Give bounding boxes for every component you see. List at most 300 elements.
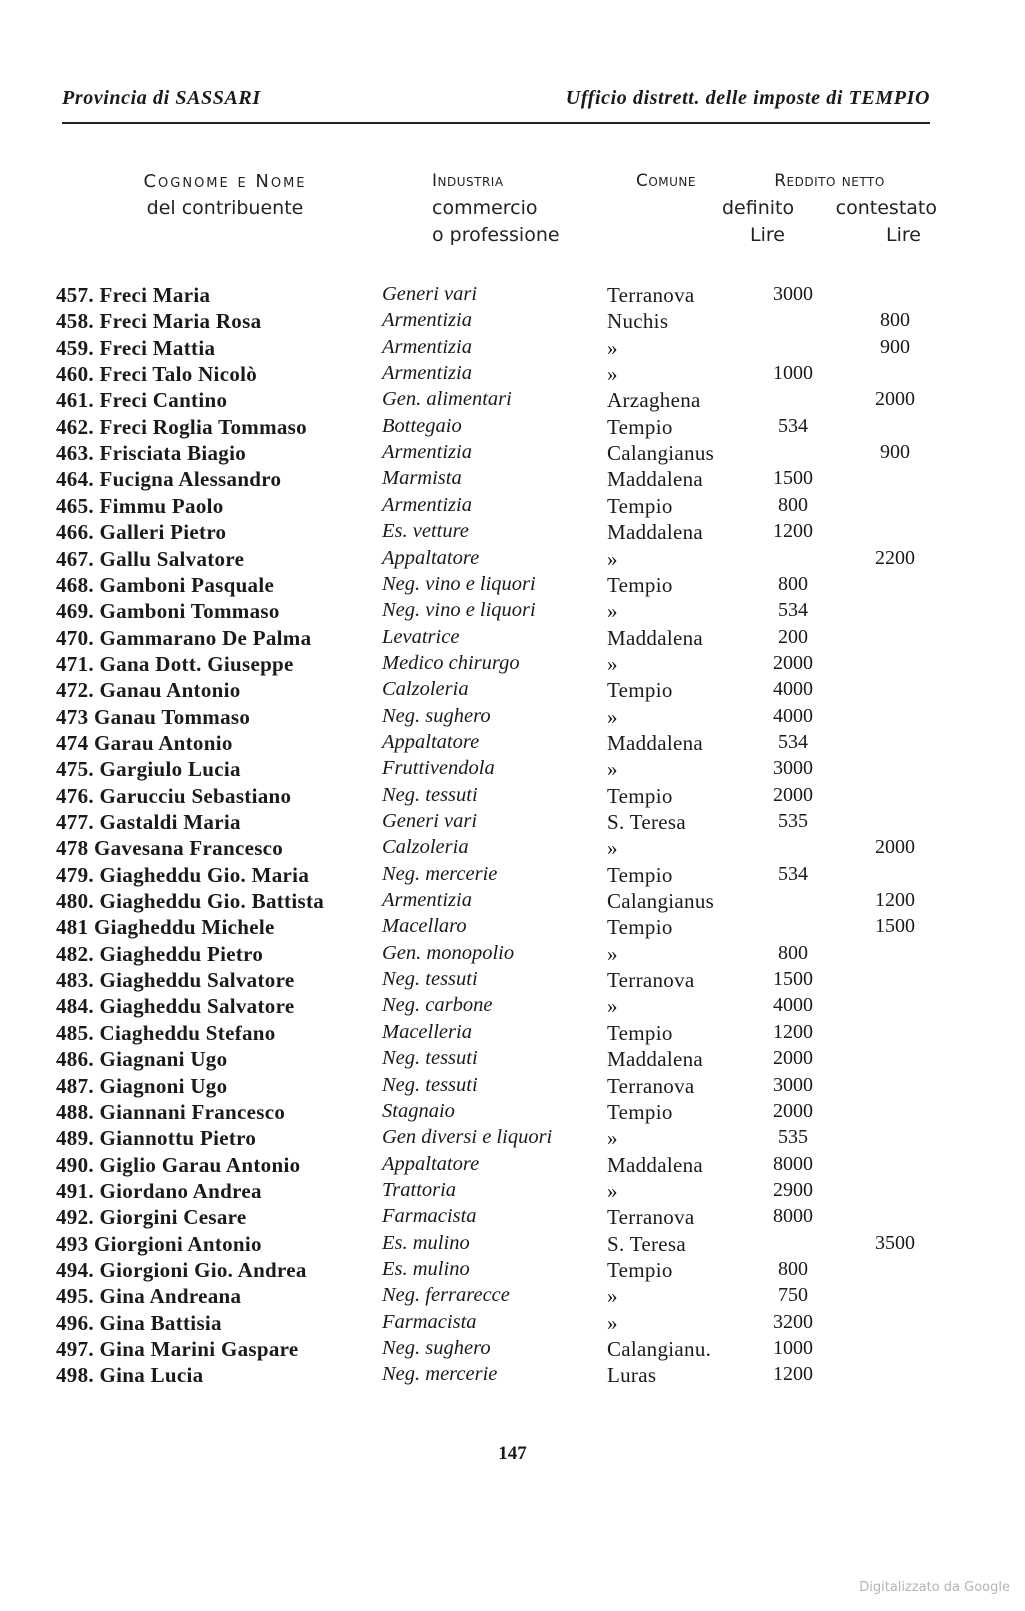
taxpayer-name xyxy=(56,757,241,782)
income-contested-cell: 900 xyxy=(880,335,910,358)
name-text: Gina Lucia xyxy=(99,1363,204,1388)
entry-number: 471. xyxy=(56,651,94,676)
taxpayer-name xyxy=(56,309,261,334)
income-defined-cell: 1200 xyxy=(773,1020,813,1043)
table-row xyxy=(0,1337,1025,1364)
comune-cell: Terranova xyxy=(607,1205,695,1230)
taxpayer-name xyxy=(56,863,309,888)
table-row xyxy=(0,757,1025,784)
entry-number: 463. xyxy=(56,441,94,466)
taxpayer-name xyxy=(56,889,324,914)
table-row xyxy=(0,626,1025,653)
taxpayer-name xyxy=(56,1074,227,1099)
taxpayer-name xyxy=(56,467,281,492)
table-row xyxy=(0,388,1025,415)
industry-cell: Marmista xyxy=(382,467,462,490)
entry-number: 492. xyxy=(56,1205,94,1230)
column-header-defined-unit: Lire xyxy=(750,224,785,246)
taxpayer-name xyxy=(56,1047,227,1072)
column-header-reddito-title: Reddito netto xyxy=(774,171,885,191)
entry-number: 496. xyxy=(56,1310,94,1335)
taxpayer-name xyxy=(56,388,227,413)
comune-cell: Luras xyxy=(607,1363,657,1388)
comune-cell: » xyxy=(607,1284,618,1309)
header-rule xyxy=(62,122,930,124)
income-defined-cell: 3000 xyxy=(773,1073,813,1096)
table-row xyxy=(0,652,1025,679)
taxpayer-name xyxy=(56,784,291,809)
industry-cell: Neg. tessuti xyxy=(382,1073,478,1096)
taxpayer-name xyxy=(56,441,246,466)
entry-number: 495. xyxy=(56,1284,94,1309)
taxpayer-name xyxy=(56,362,257,387)
industry-cell: Neg. mercerie xyxy=(382,862,498,885)
comune-cell: » xyxy=(607,1126,618,1151)
name-text: Giagnoni Ugo xyxy=(99,1073,228,1098)
entry-number: 489. xyxy=(56,1126,94,1151)
industry-cell: Bottegaio xyxy=(382,414,462,437)
name-text: Freci Maria Rosa xyxy=(99,309,262,334)
entry-number: 477. xyxy=(56,810,94,834)
comune-cell: Maddalena xyxy=(607,625,703,650)
comune-cell: Tempio xyxy=(607,915,673,940)
industry-cell: Neg. vino e liquori xyxy=(382,599,536,622)
name-text: Giagnani Ugo xyxy=(99,1047,228,1072)
taxpayer-name xyxy=(56,1363,203,1388)
name-text: Giglio Garau Antonio xyxy=(99,1152,301,1177)
table-row xyxy=(0,415,1025,442)
income-contested-cell: 800 xyxy=(880,309,910,332)
comune-cell: Arzaghena xyxy=(607,388,701,413)
table-row xyxy=(0,863,1025,890)
industry-cell: Calzoleria xyxy=(382,836,469,859)
column-header-contested: contestato xyxy=(835,197,937,219)
income-defined-cell: 2000 xyxy=(773,1047,813,1070)
taxpayer-name xyxy=(56,1021,276,1046)
income-defined-cell: 534 xyxy=(778,862,808,885)
taxpayer-name xyxy=(56,1284,241,1309)
column-header-contested-unit: Lire xyxy=(886,224,921,246)
industry-cell: Armentizia xyxy=(382,889,472,912)
name-text: Freci Mattia xyxy=(99,335,216,360)
comune-cell: Tempio xyxy=(607,862,673,887)
income-defined-cell: 1000 xyxy=(773,362,813,385)
income-defined-cell: 2000 xyxy=(773,651,813,674)
entry-number: 493 xyxy=(56,1231,89,1256)
comune-cell: » xyxy=(607,836,618,861)
name-text: Giagheddu Gio. Maria xyxy=(99,862,310,887)
comune-cell: » xyxy=(607,941,618,966)
income-defined-cell: 535 xyxy=(778,1126,808,1149)
taxpayer-name xyxy=(56,836,283,861)
comune-cell: Maddalena xyxy=(607,730,703,755)
name-text: Freci Cantino xyxy=(99,388,228,413)
industry-cell: Macelleria xyxy=(382,1020,472,1043)
industry-cell: Es. mulino xyxy=(382,1231,470,1254)
table-row xyxy=(0,1153,1025,1180)
column-header-name-line2: del contribuente xyxy=(146,197,304,219)
industry-cell: Armentizia xyxy=(382,335,472,358)
industry-cell: Appaltatore xyxy=(382,730,480,753)
comune-cell: S. Teresa xyxy=(607,1231,686,1256)
entry-number: 484. xyxy=(56,994,94,1019)
digitization-attribution: Digitalizzato da Google xyxy=(859,1580,1010,1595)
industry-cell: Neg. sughero xyxy=(382,704,491,727)
table-row xyxy=(0,1311,1025,1338)
comune-cell: Terranova xyxy=(607,1073,695,1098)
industry-cell: Neg. sughero xyxy=(382,1337,491,1359)
industry-cell: Neg. ferrarecce xyxy=(382,1284,510,1307)
name-text: Ciagheddu Stefano xyxy=(99,1020,276,1045)
income-defined-cell: 535 xyxy=(778,810,808,832)
column-header-industry-line1: Industria xyxy=(432,171,504,191)
name-text: Giagheddu Salvatore xyxy=(99,968,295,993)
table-row xyxy=(0,705,1025,732)
taxpayer-name xyxy=(56,573,274,598)
comune-cell: » xyxy=(607,994,618,1019)
industry-cell: Appaltatore xyxy=(382,546,480,569)
entry-number: 461. xyxy=(56,388,94,413)
comune-cell: Calangianu. xyxy=(607,1337,712,1361)
comune-cell: Tempio xyxy=(607,1257,673,1282)
taxpayer-name xyxy=(56,731,233,756)
income-defined-cell: 800 xyxy=(778,941,808,964)
entry-number: 473 xyxy=(56,704,89,729)
taxpayer-name xyxy=(56,994,294,1019)
column-header-reddito xyxy=(722,168,937,249)
name-text: Frisciata Biagio xyxy=(99,441,247,466)
table-row xyxy=(0,731,1025,758)
income-contested-cell: 900 xyxy=(880,441,910,464)
name-text: Giagheddu Salvatore xyxy=(99,994,295,1019)
taxpayer-name xyxy=(56,942,263,967)
industry-cell: Neg. tessuti xyxy=(382,1047,478,1070)
entry-number: 491. xyxy=(56,1178,94,1203)
table-row xyxy=(0,599,1025,626)
table-row xyxy=(0,942,1025,969)
table-row xyxy=(0,1363,1025,1390)
industry-cell: Armentizia xyxy=(382,441,472,464)
income-defined-cell: 4000 xyxy=(773,704,813,727)
comune-cell: » xyxy=(607,335,618,360)
industry-cell: Generi vari xyxy=(382,283,478,305)
income-defined-cell: 534 xyxy=(778,730,808,753)
comune-cell: Tempio xyxy=(607,493,673,518)
income-defined-cell: 534 xyxy=(778,414,808,437)
comune-cell: Tempio xyxy=(607,572,673,597)
industry-cell: Fruttivendola xyxy=(382,757,495,780)
table-row xyxy=(0,467,1025,494)
name-text: Fucigna Alessandro xyxy=(99,467,282,492)
table-row xyxy=(0,441,1025,468)
industry-cell: Neg. carbone xyxy=(382,994,493,1017)
name-text: Gina Andreana xyxy=(99,1284,242,1309)
entry-number: 487. xyxy=(56,1073,94,1098)
taxpayer-name xyxy=(56,1337,299,1362)
comune-cell: » xyxy=(607,362,618,387)
taxpayer-name xyxy=(56,626,311,651)
entry-number: 479. xyxy=(56,862,94,887)
table-row xyxy=(0,520,1025,547)
industry-cell: Farmacista xyxy=(382,1205,477,1228)
name-text: Giorgioni Antonio xyxy=(93,1231,262,1256)
entry-number: 465. xyxy=(56,493,94,518)
table-row xyxy=(0,968,1025,995)
name-text: Giordano Andrea xyxy=(99,1178,262,1203)
entry-number: 466. xyxy=(56,520,94,545)
name-text: Giorgioni Gio. Andrea xyxy=(99,1257,307,1282)
comune-cell: Maddalena xyxy=(607,520,703,545)
comune-cell: Calangianus xyxy=(607,889,715,914)
taxpayer-name xyxy=(56,810,241,835)
industry-cell: Es. mulino xyxy=(382,1257,470,1280)
comune-cell: Tempio xyxy=(607,414,673,439)
taxpayer-name xyxy=(56,915,275,940)
income-defined-cell: 8000 xyxy=(773,1152,813,1175)
entry-number: 468. xyxy=(56,572,94,597)
comune-cell: Nuchis xyxy=(607,309,669,334)
income-contested-cell: 2000 xyxy=(875,388,915,411)
taxpayer-name xyxy=(56,652,294,677)
comune-cell: S. Teresa xyxy=(607,810,686,834)
column-header-industry-line2: commercio xyxy=(432,197,538,219)
table-row xyxy=(0,1232,1025,1259)
income-defined-cell: 8000 xyxy=(773,1205,813,1228)
income-defined-cell: 1200 xyxy=(773,520,813,543)
income-defined-cell: 2000 xyxy=(773,783,813,806)
table-row xyxy=(0,915,1025,942)
income-defined-cell: 800 xyxy=(778,1257,808,1280)
name-text: Gavesana Francesco xyxy=(93,836,284,861)
taxpayer-name xyxy=(56,1232,262,1257)
column-header-name xyxy=(110,168,340,222)
table-row xyxy=(0,336,1025,363)
industry-cell: Levatrice xyxy=(382,625,460,648)
taxpayer-name xyxy=(56,968,294,993)
name-text: Garucciu Sebastiano xyxy=(99,783,292,808)
comune-cell: » xyxy=(607,546,618,571)
running-head xyxy=(62,87,930,117)
taxpayer-name xyxy=(56,1100,285,1125)
name-text: Freci Maria xyxy=(99,283,211,307)
table-row xyxy=(0,547,1025,574)
table-row xyxy=(0,810,1025,837)
name-text: Gina Battisia xyxy=(99,1310,222,1335)
entry-number: 482. xyxy=(56,941,94,966)
name-text: Gastaldi Maria xyxy=(99,810,241,834)
column-header-comune xyxy=(616,168,716,195)
comune-cell: » xyxy=(607,1178,618,1203)
income-contested-cell: 2200 xyxy=(875,546,915,569)
taxpayer-name xyxy=(56,705,250,730)
income-defined-cell: 1500 xyxy=(773,968,813,991)
taxpayer-name xyxy=(56,1205,247,1230)
taxpayer-name xyxy=(56,1258,307,1283)
income-defined-cell: 800 xyxy=(778,493,808,516)
column-header-industry-line3: o professione xyxy=(432,224,560,246)
table-row xyxy=(0,1179,1025,1206)
table-row xyxy=(0,1126,1025,1153)
entry-number: 458. xyxy=(56,309,94,334)
name-text: Freci Talo Nicolò xyxy=(99,362,258,387)
industry-cell: Neg. tessuti xyxy=(382,783,478,806)
page-number: 147 xyxy=(498,1443,527,1464)
comune-cell: » xyxy=(607,599,618,624)
entry-number: 486. xyxy=(56,1047,94,1072)
taxpayer-name xyxy=(56,547,244,572)
taxpayer-name xyxy=(56,520,226,545)
name-text: Giorgini Cesare xyxy=(99,1205,247,1230)
entry-number: 480. xyxy=(56,889,94,914)
industry-cell: Macellaro xyxy=(382,915,467,938)
province-title: Provincia di SASSARI xyxy=(62,87,261,109)
entry-number: 485. xyxy=(56,1020,94,1045)
table-row xyxy=(0,1258,1025,1285)
taxpayer-name xyxy=(56,336,215,361)
table-row xyxy=(0,573,1025,600)
entry-number: 470. xyxy=(56,625,94,650)
taxpayer-name xyxy=(56,1153,300,1178)
income-defined-cell: 1200 xyxy=(773,1363,813,1386)
table-row xyxy=(0,1021,1025,1048)
name-text: Gana Dott. Giuseppe xyxy=(99,651,294,676)
taxpayer-name xyxy=(56,283,210,308)
entry-number: 488. xyxy=(56,1099,94,1124)
table-row xyxy=(0,494,1025,521)
table-row xyxy=(0,784,1025,811)
industry-cell: Neg. vino e liquori xyxy=(382,572,536,595)
entry-number: 483. xyxy=(56,968,94,993)
income-defined-cell: 3000 xyxy=(773,283,813,305)
column-header-defined: definito xyxy=(722,197,795,219)
income-defined-cell: 3000 xyxy=(773,757,813,780)
comune-cell: Terranova xyxy=(607,283,695,307)
industry-cell: Appaltatore xyxy=(382,1152,480,1175)
income-contested-cell: 2000 xyxy=(875,836,915,859)
entry-number: 467. xyxy=(56,546,94,571)
column-header-name-line1: Cognome e Nome xyxy=(143,171,307,192)
income-defined-cell: 1500 xyxy=(773,467,813,490)
name-text: Galleri Pietro xyxy=(99,520,227,545)
name-text: Gamboni Pasquale xyxy=(99,572,275,597)
industry-cell: Generi vari xyxy=(382,810,478,832)
income-defined-cell: 750 xyxy=(778,1284,808,1307)
entry-number: 494. xyxy=(56,1257,94,1282)
industry-cell: Armentizia xyxy=(382,309,472,332)
income-defined-cell: 200 xyxy=(778,625,808,648)
industry-cell: Gen. alimentari xyxy=(382,388,512,411)
taxpayer-name xyxy=(56,415,307,440)
industry-cell: Gen diversi e liquori xyxy=(382,1126,553,1149)
entry-number: 478 xyxy=(56,836,89,861)
entry-number: 475. xyxy=(56,757,94,782)
comune-cell: Calangianus xyxy=(607,441,715,466)
taxpayer-name xyxy=(56,494,224,519)
industry-cell: Armentizia xyxy=(382,362,472,385)
name-text: Giagheddu Pietro xyxy=(99,941,264,966)
entry-number: 462. xyxy=(56,414,94,439)
industry-cell: Gen. monopolio xyxy=(382,941,515,964)
income-defined-cell: 2000 xyxy=(773,1099,813,1122)
comune-cell: Maddalena xyxy=(607,1152,703,1177)
entry-number: 498. xyxy=(56,1363,94,1388)
comune-cell: » xyxy=(607,1310,618,1335)
table-row xyxy=(0,362,1025,389)
name-text: Ganau Tommaso xyxy=(93,704,251,729)
name-text: Fimmu Paolo xyxy=(99,493,224,518)
office-title: Ufficio distrett. delle imposte di TEMPIO xyxy=(565,87,930,109)
name-text: Giagheddu Gio. Battista xyxy=(99,889,325,914)
industry-cell: Armentizia xyxy=(382,493,472,516)
income-defined-cell: 1000 xyxy=(773,1337,813,1359)
table-row xyxy=(0,1205,1025,1232)
income-defined-cell: 2900 xyxy=(773,1178,813,1201)
income-defined-cell: 3200 xyxy=(773,1310,813,1333)
comune-cell: » xyxy=(607,651,618,676)
comune-cell: Terranova xyxy=(607,968,695,993)
comune-cell: Tempio xyxy=(607,1099,673,1124)
entry-number: 460. xyxy=(56,362,94,387)
industry-cell: Es. vetture xyxy=(382,520,469,543)
comune-cell: » xyxy=(607,704,618,729)
table-row xyxy=(0,678,1025,705)
entry-number: 469. xyxy=(56,599,94,624)
industry-cell: Neg. mercerie xyxy=(382,1363,498,1386)
column-header-comune-line1: Comune xyxy=(635,171,696,191)
entry-number: 497. xyxy=(56,1337,94,1361)
name-text: Gallu Salvatore xyxy=(99,546,245,571)
taxpayer-name xyxy=(56,678,241,703)
table-row xyxy=(0,1284,1025,1311)
industry-cell: Trattoria xyxy=(382,1178,457,1201)
taxpayer-name xyxy=(56,1311,222,1336)
comune-cell: Maddalena xyxy=(607,467,703,492)
table-row xyxy=(0,836,1025,863)
table-row xyxy=(0,889,1025,916)
comune-cell: Tempio xyxy=(607,1020,673,1045)
industry-cell: Neg. tessuti xyxy=(382,968,478,991)
taxpayer-name xyxy=(56,1179,262,1204)
name-text: Giannottu Pietro xyxy=(99,1126,257,1151)
income-contested-cell: 1200 xyxy=(875,889,915,912)
table-row xyxy=(0,283,1025,310)
entry-number: 481 xyxy=(56,915,89,940)
name-text: Freci Roglia Tommaso xyxy=(99,414,307,439)
table-row xyxy=(0,309,1025,336)
entry-number: 490. xyxy=(56,1152,94,1177)
income-defined-cell: 4000 xyxy=(773,994,813,1017)
comune-cell: Maddalena xyxy=(607,1047,703,1072)
income-contested-cell: 1500 xyxy=(875,915,915,938)
name-text: Ganau Antonio xyxy=(99,678,241,703)
comune-cell: » xyxy=(607,757,618,782)
entry-number: 476. xyxy=(56,783,94,808)
industry-cell: Medico chirurgo xyxy=(382,651,520,674)
entry-number: 459. xyxy=(56,335,94,360)
income-contested-cell: 3500 xyxy=(875,1231,915,1254)
industry-cell: Stagnaio xyxy=(382,1099,455,1122)
column-header-industry xyxy=(432,168,582,249)
taxpayer-name xyxy=(56,1126,256,1151)
entry-number: 474 xyxy=(56,730,89,755)
name-text: Gargiulo Lucia xyxy=(99,757,241,782)
entry-number: 472. xyxy=(56,678,94,703)
industry-cell: Calzoleria xyxy=(382,678,469,701)
industry-cell: Farmacista xyxy=(382,1310,477,1333)
name-text: Gina Marini Gaspare xyxy=(99,1337,299,1361)
table-row xyxy=(0,1047,1025,1074)
name-text: Gamboni Tommaso xyxy=(99,599,280,624)
